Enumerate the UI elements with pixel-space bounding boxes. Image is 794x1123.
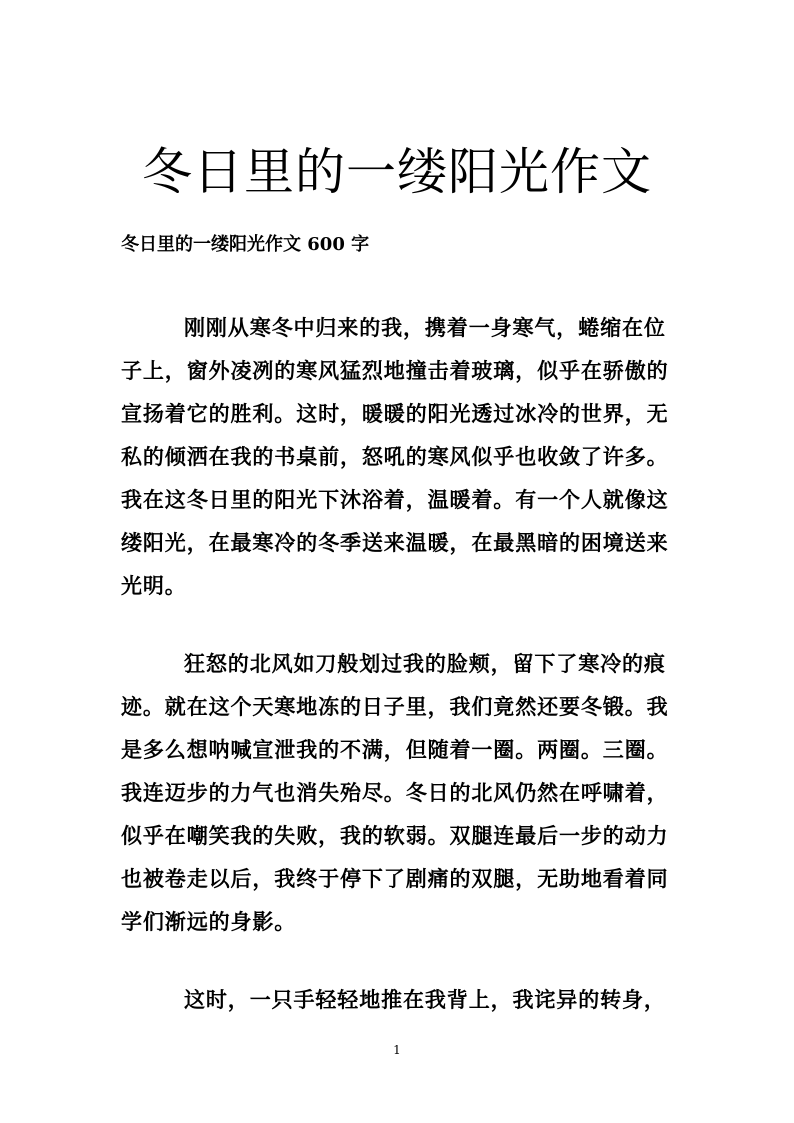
paragraph-line: 光明。 [121, 573, 187, 598]
paragraph-line: 宣扬着它的胜利。这时，暖暖的阳光透过冰冷的世界，无 [121, 401, 669, 426]
paragraph-line: 我在这冬日里的阳光下沐浴着，温暖着。有一个人就像这 [121, 487, 669, 512]
paragraph-line: 是多么想呐喊宣泄我的不满，但随着一圈。两圈。三圈。 [121, 737, 669, 762]
paragraph-line: 学们渐远的身影。 [121, 909, 297, 934]
paragraph-line: 私的倾洒在我的书桌前，怒吼的寒风似乎也收敛了许多。 [121, 444, 669, 469]
paragraph-line: 这时，一只手轻轻地推在我背上，我诧异的转身， [184, 987, 666, 1012]
paragraph-line: 迹。就在这个天寒地冻的日子里，我们竟然还要冬锻。我 [121, 694, 669, 719]
paragraph-line: 似乎在嘲笑我的失败，我的软弱。双腿连最后一步的动力 [121, 823, 669, 848]
paragraph-line: 缕阳光，在最寒冷的冬季送来温暖，在最黑暗的困境送来 [121, 530, 669, 555]
paragraph-line: 也被卷走以后，我终于停下了剧痛的双腿，无助地看着同 [121, 866, 669, 891]
page-number: 1 [393, 1043, 401, 1057]
paragraph-line: 子上，窗外凌冽的寒风猛烈地撞击着玻璃，似乎在骄傲的 [121, 358, 669, 383]
paragraph-line: 刚刚从寒冬中归来的我，携着一身寒气，蜷缩在位 [184, 315, 666, 340]
document-title: 冬日里的一缕阳光作文 [142, 143, 652, 201]
document-subtitle: 冬日里的一缕阳光作文 600 字 [121, 234, 370, 255]
paragraph-line: 我连迈步的力气也消失殆尽。冬日的北风仍然在呼啸着， [121, 780, 669, 805]
paragraph-line: 狂怒的北风如刀般划过我的脸颊，留下了寒冷的痕 [184, 651, 666, 676]
